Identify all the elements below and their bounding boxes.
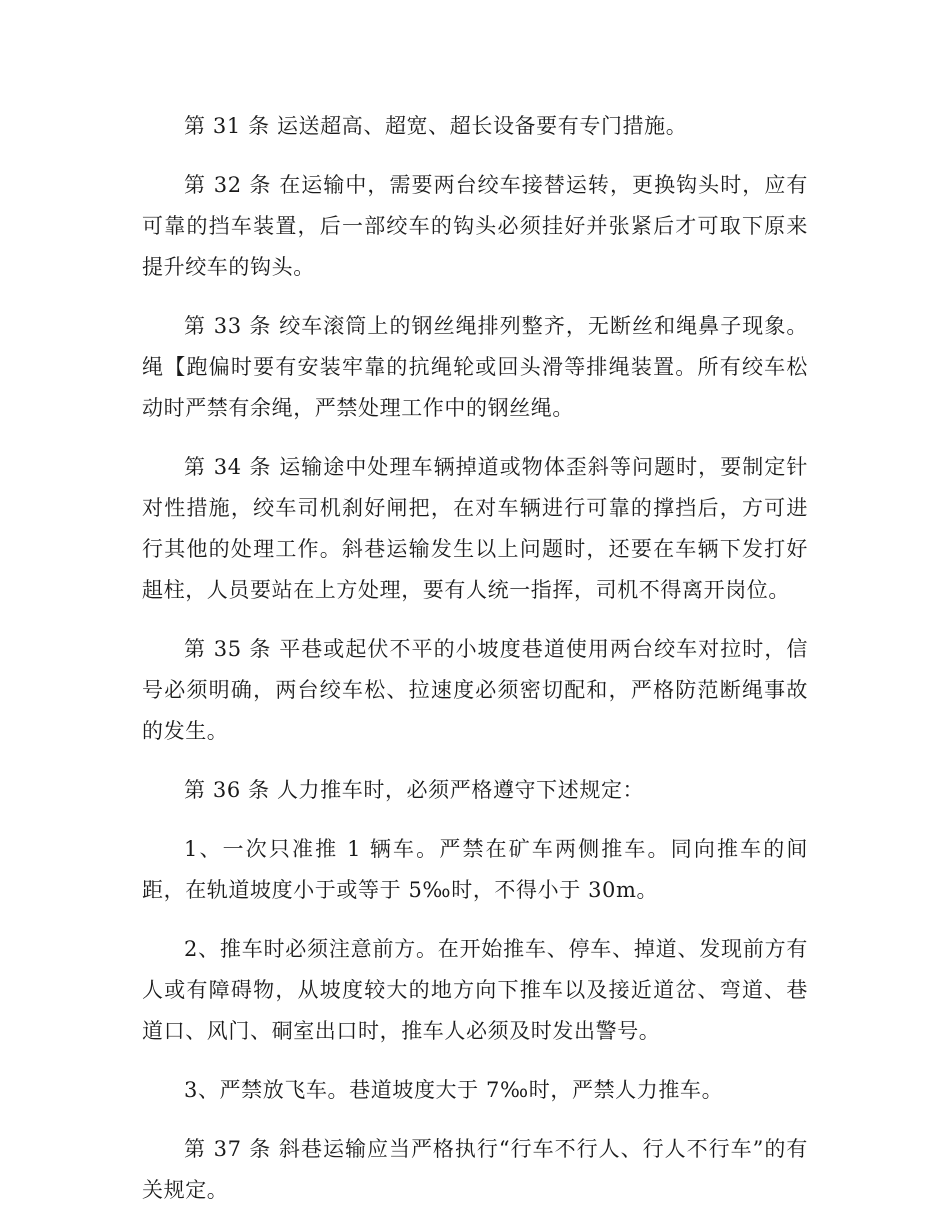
article-36-rule-2: 2、推车时必须注意前方。在开始推车、停车、掉道、发现前方有人或有障碍物，从坡度较大的地方向下推车以及接近道岔、弯道、巷道口、风门、硐室出口时，推车人必须及时发出警号。 <box>142 937 808 1043</box>
article-34-paragraph: 第 34 条 运输途中处理车辆掉道或物体歪斜等问题时，要制定针对性措施，绞车司机刹好闸把，在对车辆进行可靠的撑挡后，方可进行其他的处理工作。斜巷运输发生以上问题时，还要在车辆下发打好趄柱，人员要站在上方处理，要有人统一指挥，司机不得离开岗位。 <box>142 455 808 602</box>
article-36-paragraph: 第 36 条 人力推车时，必须严格遵守下述规定： <box>184 778 645 802</box>
article-33-paragraph: 第 33 条 绞车滚筒上的钢丝绳排列整齐，无断丝和绳鼻子现象。绳【跑偏时要有安装牢靠的抗绳轮或回头滑等排绳装置。所有绞车松动时严禁有余绳，严禁处理工作中的钢丝绳。 <box>142 314 808 420</box>
article-32-paragraph: 第 32 条 在运输中，需要两台绞车接替运转，更换钩头时，应有可靠的挡车装置，后一部绞车的钩头必须挂好并张紧后才可取下原来提升绞车的钩头。 <box>142 173 808 279</box>
article-31-paragraph: 第 31 条 运送超高、超宽、超长设备要有专门措施。 <box>184 114 688 138</box>
article-36-rule-1: 1、一次只准推 1 辆车。严禁在矿车两侧推车。同向推车的间距，在轨道坡度小于或等于 5‰时，不得小于 30m。 <box>142 837 808 902</box>
document-body <box>142 106 808 1229</box>
article-35-paragraph: 第 35 条 平巷或起伏不平的小坡度巷道使用两台绞车对拉时，信号必须明确，两台绞车松、拉速度必须密切配和，严格防范断绳事故的发生。 <box>142 637 808 743</box>
article-36-rule-3: 3、严禁放飞车。巷道坡度大于 7‰时，严禁人力推车。 <box>184 1078 724 1102</box>
article-37-paragraph: 第 37 条 斜巷运输应当严格执行“行车不行人、行人不行车”的有关规定。 <box>142 1137 808 1202</box>
